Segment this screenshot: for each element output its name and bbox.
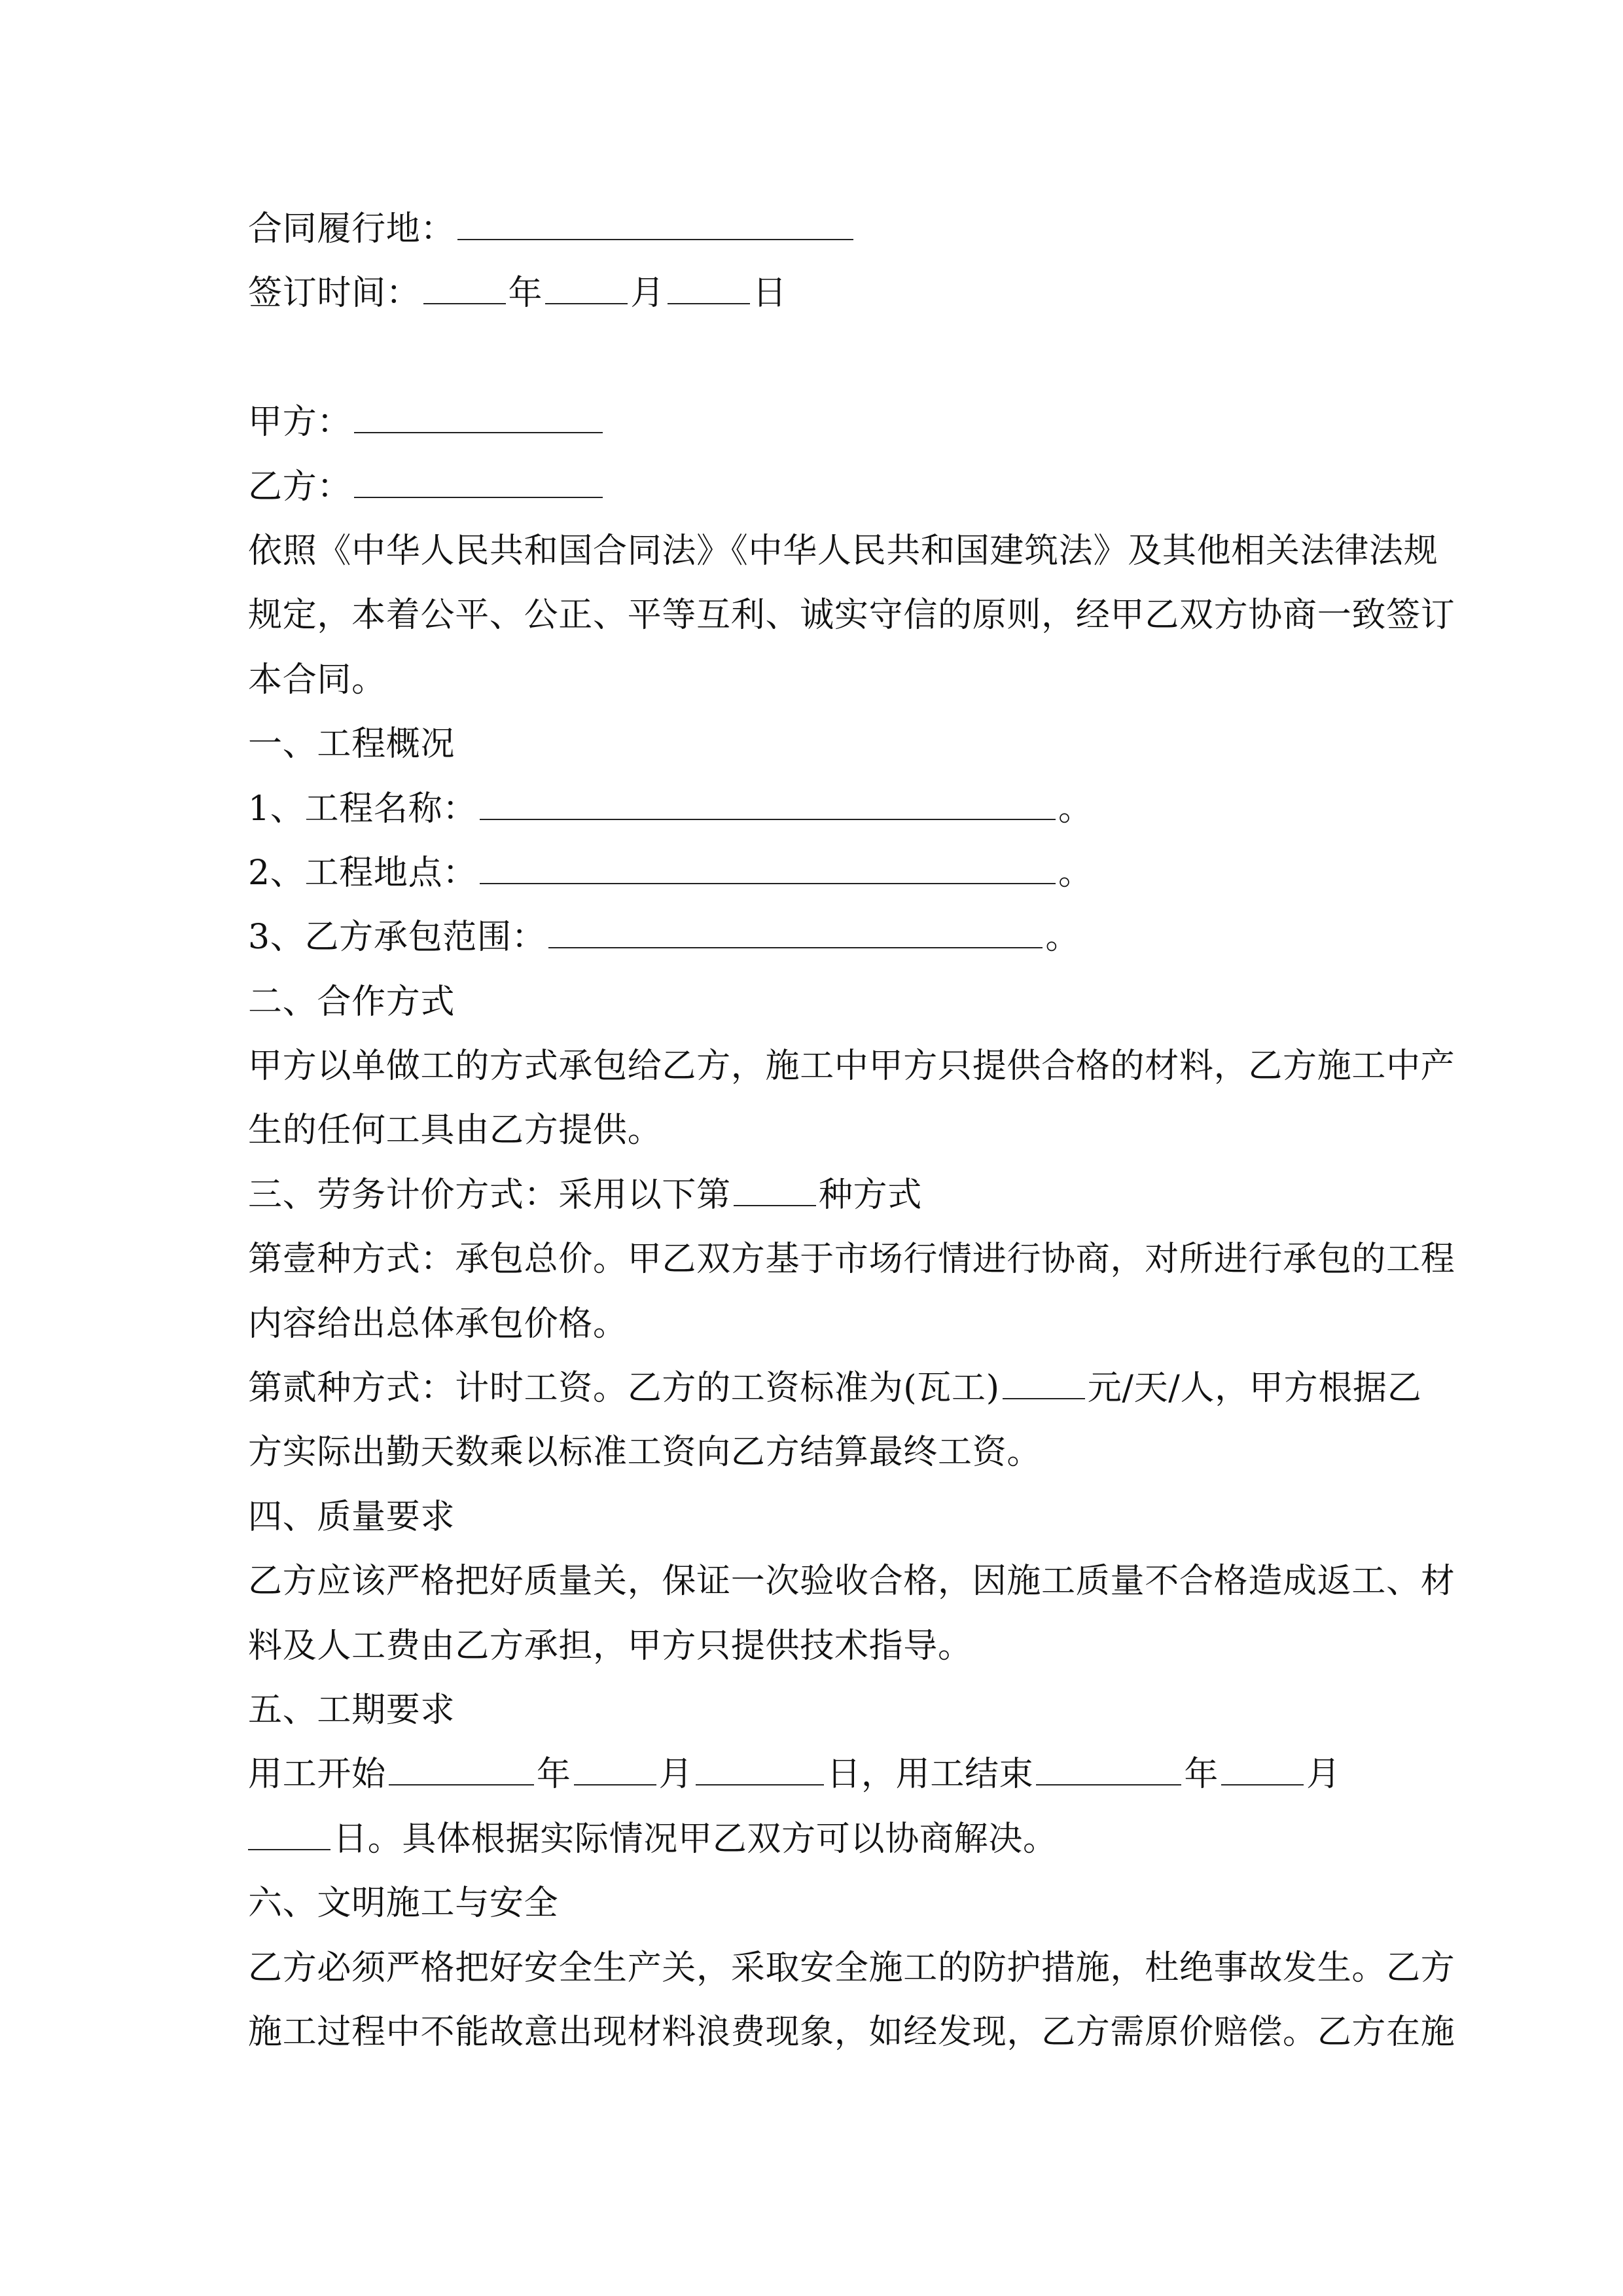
end-label: 日，用工结束 [827, 1755, 1034, 1795]
schedule-tail: 日。具体根据实际情况甲乙双方可以协商解决。 [333, 1819, 1058, 1859]
year-label: 年 [508, 274, 543, 314]
pricing-title-end: 种方式 [818, 1175, 922, 1215]
body-line: 乙方应该严格把好质量关，保证一次验收合格，因施工质量不合格造成返工、材 [248, 1562, 1455, 1602]
party-b-blank [354, 471, 603, 498]
wage-line [248, 1356, 1422, 1420]
place-line [248, 197, 1390, 261]
party-a-line [248, 390, 1390, 454]
pricing-title: 三、劳务计价方式：采用以下第 [248, 1175, 731, 1215]
year-blank [423, 277, 506, 304]
period: 。 [1045, 918, 1080, 958]
project-location-line [248, 841, 1390, 905]
scope-blank [548, 921, 1043, 948]
body-line: 甲方以单做工的方式承包给乙方，施工中甲方只提供合格的材料，乙方施工中产 [248, 1047, 1455, 1086]
day-blank [668, 277, 750, 304]
sign-time-line [248, 261, 1390, 325]
start-month-blank [574, 1758, 656, 1785]
scope-line [248, 905, 1390, 969]
schedule-line [248, 1742, 1390, 1806]
place-label: 合同履行地： [248, 209, 455, 249]
year-label: 年 [1184, 1755, 1219, 1795]
body-line: 方实际出勤天数乘以标准工资向乙方结算最终工资。 [248, 1433, 1042, 1473]
day-label: 日 [752, 274, 787, 314]
body-line: 料及人工费由乙方承担，甲方只提供技术指导。 [248, 1626, 972, 1666]
party-b-label: 乙方： [248, 467, 352, 507]
wage-unit: 元/天/人，甲方根据乙 [1087, 1369, 1422, 1408]
spacer [248, 326, 1390, 390]
sign-time-label: 签订时间： [248, 274, 421, 314]
body-line: 内容给出总体承包价格。 [248, 1304, 628, 1344]
party-b-line [248, 455, 1390, 519]
section-heading: 五、工期要求 [248, 1690, 455, 1730]
body-line: 生的任何工具由乙方提供。 [248, 1111, 662, 1151]
body-line: 乙方必须严格把好安全生产关，采取安全施工的防护措施，杜绝事故发生。乙方 [248, 1948, 1455, 1988]
scope-label: 3、乙方承包范围： [248, 918, 546, 958]
project-name-line [248, 777, 1390, 841]
body-line: 第壹种方式：承包总价。甲乙双方基于市场行情进行协商，对所进行承包的工程 [248, 1240, 1455, 1280]
year-label: 年 [536, 1755, 571, 1795]
party-a-label: 甲方： [248, 403, 352, 442]
section-heading: 四、质量要求 [248, 1497, 455, 1537]
contract-page [248, 197, 1455, 2064]
section-heading: 二、合作方式 [248, 982, 455, 1022]
section-heading: 一、工程概况 [248, 725, 455, 764]
month-label: 月 [1306, 1755, 1341, 1795]
project-location-label: 2、工程地点： [248, 853, 477, 893]
period: 。 [1058, 789, 1093, 829]
schedule-line [248, 1807, 1390, 1871]
section-heading [248, 1163, 1390, 1227]
section-heading: 六、文明施工与安全 [248, 1884, 559, 1924]
month-blank [545, 277, 628, 304]
wage-label: 第贰种方式：计时工资。乙方的工资标准为(瓦工) [248, 1369, 1000, 1408]
project-name-blank [480, 793, 1056, 820]
end-month-blank [1221, 1758, 1304, 1785]
end-day-blank [248, 1823, 330, 1850]
project-name-label: 1、工程名称： [248, 789, 477, 829]
month-label: 月 [658, 1755, 694, 1795]
body-line: 施工过程中不能故意出现材料浪费现象，如经发现，乙方需原价赔偿。乙方在施 [248, 2012, 1455, 2052]
end-year-blank [1036, 1758, 1181, 1785]
wage-blank [1003, 1372, 1085, 1399]
period: 。 [1058, 853, 1093, 893]
preamble-line: 依照《中华人民共和国合同法》《中华人民共和国建筑法》及其他相关法律法规 [248, 531, 1438, 571]
start-label: 用工开始 [248, 1755, 386, 1795]
project-location-blank [480, 857, 1056, 884]
preamble-line: 本合同。 [248, 660, 386, 700]
start-day-blank [696, 1758, 824, 1785]
month-label: 月 [630, 274, 665, 314]
method-blank [734, 1179, 816, 1206]
place-blank [457, 213, 853, 240]
party-a-blank [354, 406, 603, 433]
start-year-blank [389, 1758, 534, 1785]
preamble-line: 规定，本着公平、公正、平等互利、诚实守信的原则，经甲乙双方协商一致签订 [248, 596, 1455, 636]
